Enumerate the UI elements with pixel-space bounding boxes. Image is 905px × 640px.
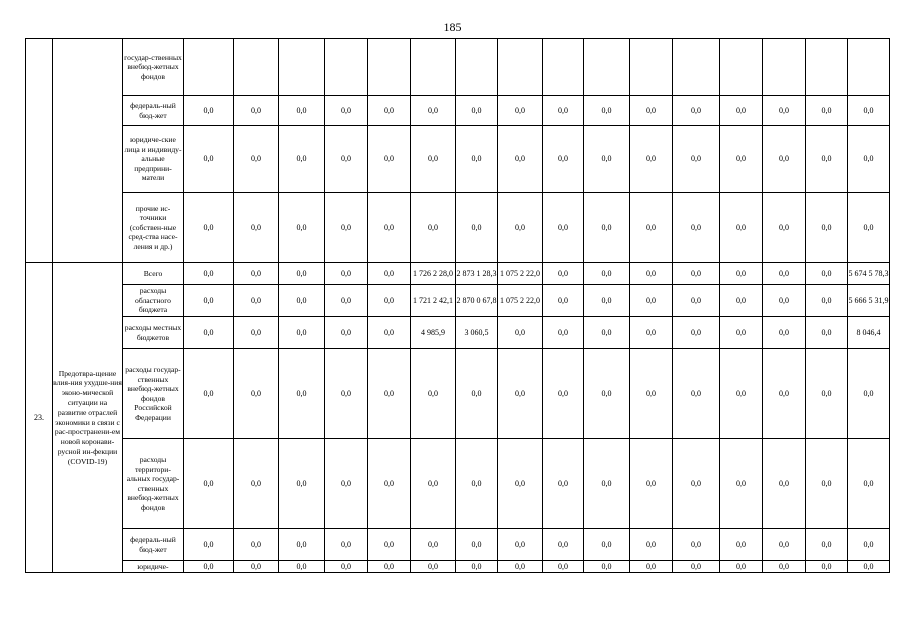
value-cell: 0,0 [279, 349, 325, 439]
value-cell: 0,0 [848, 126, 890, 193]
value-cell: 0,0 [411, 349, 456, 439]
value-cell [763, 39, 806, 96]
value-cell: 0,0 [584, 263, 630, 285]
value-cell: 0,0 [584, 349, 630, 439]
value-cell: 0,0 [630, 96, 673, 126]
value-cell [411, 39, 456, 96]
value-cell: 1 726 2 28,0 [411, 263, 456, 285]
value-cell: 0,0 [184, 439, 234, 529]
value-cell: 0,0 [411, 126, 456, 193]
value-cell: 0,0 [368, 439, 411, 529]
value-cell: 0,0 [279, 263, 325, 285]
value-cell: 0,0 [368, 96, 411, 126]
value-cell: 0,0 [279, 285, 325, 317]
value-cell: 0,0 [325, 317, 368, 349]
value-cell: 0,0 [584, 193, 630, 263]
value-cell: 0,0 [720, 126, 763, 193]
value-cell: 0,0 [673, 529, 720, 561]
measure-name: Предотвра-щение влия-ния ухудше-ния эконо-мической ситуации на развитие отраслей экономики в связи с рас-пространени-ем новой коронави-русной ин-фекции (COVID-19) [53, 263, 123, 573]
value-cell: 0,0 [456, 193, 498, 263]
funding-source: расходы территори-альных государ-ственных внебюд-жетных фондов [123, 439, 184, 529]
value-cell: 0,0 [498, 96, 543, 126]
value-cell: 0,0 [234, 529, 279, 561]
value-cell: 0,0 [673, 193, 720, 263]
value-cell: 0,0 [806, 96, 848, 126]
value-cell: 0,0 [368, 193, 411, 263]
value-cell: 0,0 [720, 317, 763, 349]
value-cell: 0,0 [673, 96, 720, 126]
value-cell: 0,0 [584, 529, 630, 561]
value-cell: 0,0 [763, 317, 806, 349]
value-cell: 0,0 [848, 529, 890, 561]
value-cell: 0,0 [184, 263, 234, 285]
value-cell: 0,0 [234, 439, 279, 529]
value-cell: 0,0 [325, 96, 368, 126]
value-cell: 0,0 [184, 349, 234, 439]
value-cell: 0,0 [543, 263, 584, 285]
value-cell: 0,0 [806, 439, 848, 529]
value-cell: 0,0 [498, 193, 543, 263]
value-cell: 0,0 [184, 529, 234, 561]
funding-source: юридиче- [123, 561, 184, 573]
value-cell [630, 39, 673, 96]
value-cell: 0,0 [234, 263, 279, 285]
value-cell: 0,0 [720, 96, 763, 126]
value-cell: 0,0 [630, 349, 673, 439]
value-cell: 0,0 [325, 126, 368, 193]
page-number: 185 [443, 20, 462, 34]
value-cell: 0,0 [763, 263, 806, 285]
value-cell: 0,0 [184, 96, 234, 126]
value-cell: 0,0 [673, 285, 720, 317]
value-cell [806, 39, 848, 96]
value-cell: 0,0 [368, 126, 411, 193]
table-row [26, 193, 890, 263]
value-cell [720, 39, 763, 96]
value-cell: 0,0 [673, 439, 720, 529]
value-cell [325, 39, 368, 96]
funding-source: федераль-ный бюд-жет [123, 96, 184, 126]
value-cell: 0,0 [584, 126, 630, 193]
value-cell: 0,0 [325, 349, 368, 439]
value-cell: 0,0 [763, 96, 806, 126]
value-cell: 0,0 [584, 285, 630, 317]
value-cell: 0,0 [498, 126, 543, 193]
value-cell: 0,0 [184, 285, 234, 317]
value-cell: 5 666 5 31,9 [848, 285, 890, 317]
value-cell [368, 39, 411, 96]
value-cell: 0,0 [411, 96, 456, 126]
value-cell: 0,0 [720, 561, 763, 573]
value-cell: 2 873 1 28,3 [456, 263, 498, 285]
value-cell: 0,0 [806, 529, 848, 561]
value-cell: 0,0 [325, 561, 368, 573]
value-cell: 4 985,9 [411, 317, 456, 349]
value-cell: 0,0 [848, 349, 890, 439]
value-cell: 0,0 [325, 193, 368, 263]
value-cell: 0,0 [368, 561, 411, 573]
value-cell: 0,0 [543, 317, 584, 349]
value-cell: 0,0 [763, 529, 806, 561]
value-cell [279, 39, 325, 96]
value-cell: 0,0 [279, 317, 325, 349]
funding-source: расходы местных бюджетов [123, 317, 184, 349]
value-cell [184, 39, 234, 96]
value-cell: 0,0 [673, 126, 720, 193]
value-cell: 0,0 [325, 263, 368, 285]
value-cell [456, 39, 498, 96]
value-cell: 0,0 [763, 285, 806, 317]
funding-source: юридиче-ские лица и индивиду-альные предприни-матели [123, 126, 184, 193]
value-cell: 0,0 [720, 529, 763, 561]
value-cell [848, 39, 890, 96]
table-row [26, 39, 890, 96]
value-cell [673, 39, 720, 96]
value-cell: 1 075 2 22,0 [498, 285, 543, 317]
value-cell: 0,0 [848, 561, 890, 573]
table-row [26, 349, 890, 439]
value-cell: 0,0 [630, 317, 673, 349]
value-cell: 0,0 [368, 529, 411, 561]
value-cell: 3 060,5 [456, 317, 498, 349]
budget-table [25, 38, 890, 573]
value-cell: 0,0 [673, 263, 720, 285]
table-row [26, 126, 890, 193]
value-cell: 0,0 [279, 529, 325, 561]
row-number [26, 39, 53, 263]
value-cell: 0,0 [806, 349, 848, 439]
value-cell: 8 046,4 [848, 317, 890, 349]
value-cell: 0,0 [543, 529, 584, 561]
value-cell: 0,0 [368, 285, 411, 317]
value-cell: 0,0 [763, 561, 806, 573]
value-cell: 0,0 [456, 529, 498, 561]
measure-name [53, 39, 123, 263]
value-cell: 0,0 [456, 439, 498, 529]
value-cell: 0,0 [720, 285, 763, 317]
value-cell: 0,0 [456, 349, 498, 439]
value-cell: 0,0 [720, 439, 763, 529]
value-cell: 0,0 [543, 561, 584, 573]
value-cell: 0,0 [184, 317, 234, 349]
value-cell: 0,0 [584, 96, 630, 126]
value-cell: 0,0 [456, 96, 498, 126]
value-cell: 0,0 [498, 349, 543, 439]
table-row [26, 439, 890, 529]
value-cell [543, 39, 584, 96]
value-cell: 0,0 [584, 317, 630, 349]
row-number: 23. [26, 263, 53, 573]
value-cell: 0,0 [234, 317, 279, 349]
value-cell: 0,0 [234, 561, 279, 573]
value-cell: 0,0 [806, 263, 848, 285]
funding-source: прочие ис-точники (собствен-ные сред-ства насе-ления и др.) [123, 193, 184, 263]
value-cell: 0,0 [234, 193, 279, 263]
value-cell [234, 39, 279, 96]
value-cell: 0,0 [720, 193, 763, 263]
value-cell: 0,0 [806, 126, 848, 193]
value-cell: 0,0 [720, 349, 763, 439]
value-cell: 0,0 [848, 96, 890, 126]
value-cell: 1 075 2 22,0 [498, 263, 543, 285]
table-row [26, 317, 890, 349]
value-cell: 0,0 [543, 193, 584, 263]
value-cell: 0,0 [279, 126, 325, 193]
value-cell: 0,0 [498, 317, 543, 349]
value-cell: 0,0 [763, 126, 806, 193]
table-row [26, 529, 890, 561]
value-cell: 0,0 [630, 439, 673, 529]
value-cell: 0,0 [498, 561, 543, 573]
value-cell: 0,0 [630, 126, 673, 193]
funding-source: Всего [123, 263, 184, 285]
funding-source: расходы государ-ственных внебюд-жетных фондов Российской Федерации [123, 349, 184, 439]
value-cell: 0,0 [279, 439, 325, 529]
value-cell: 0,0 [763, 193, 806, 263]
value-cell: 0,0 [279, 561, 325, 573]
table-row [26, 96, 890, 126]
value-cell: 0,0 [543, 96, 584, 126]
value-cell [498, 39, 543, 96]
value-cell: 0,0 [806, 193, 848, 263]
value-cell: 0,0 [630, 193, 673, 263]
value-cell: 0,0 [498, 529, 543, 561]
value-cell: 0,0 [543, 349, 584, 439]
value-cell: 0,0 [630, 561, 673, 573]
value-cell: 0,0 [184, 193, 234, 263]
value-cell: 0,0 [763, 439, 806, 529]
value-cell: 0,0 [543, 439, 584, 529]
value-cell: 0,0 [848, 193, 890, 263]
value-cell: 0,0 [456, 561, 498, 573]
value-cell: 0,0 [184, 561, 234, 573]
value-cell: 0,0 [234, 349, 279, 439]
value-cell: 0,0 [234, 96, 279, 126]
value-cell: 0,0 [584, 561, 630, 573]
value-cell: 0,0 [543, 126, 584, 193]
value-cell: 0,0 [411, 561, 456, 573]
value-cell: 0,0 [543, 285, 584, 317]
value-cell: 0,0 [720, 263, 763, 285]
value-cell: 0,0 [456, 126, 498, 193]
value-cell: 0,0 [630, 285, 673, 317]
value-cell: 0,0 [325, 439, 368, 529]
value-cell: 0,0 [234, 285, 279, 317]
value-cell: 0,0 [234, 126, 279, 193]
value-cell: 0,0 [368, 349, 411, 439]
value-cell: 0,0 [368, 263, 411, 285]
value-cell: 0,0 [325, 529, 368, 561]
value-cell: 0,0 [806, 561, 848, 573]
value-cell: 0,0 [806, 285, 848, 317]
value-cell: 0,0 [184, 126, 234, 193]
value-cell: 0,0 [411, 529, 456, 561]
value-cell: 5 674 5 78,3 [848, 263, 890, 285]
value-cell [584, 39, 630, 96]
value-cell: 0,0 [498, 439, 543, 529]
value-cell: 0,0 [279, 193, 325, 263]
table-row [26, 285, 890, 317]
value-cell: 0,0 [848, 439, 890, 529]
funding-source: расходы областного бюджета [123, 285, 184, 317]
value-cell: 0,0 [411, 439, 456, 529]
value-cell: 0,0 [630, 263, 673, 285]
value-cell: 0,0 [673, 349, 720, 439]
value-cell: 0,0 [411, 193, 456, 263]
value-cell: 2 870 0 67,8 [456, 285, 498, 317]
value-cell: 0,0 [806, 317, 848, 349]
value-cell: 0,0 [673, 317, 720, 349]
table-row [26, 263, 890, 285]
value-cell: 0,0 [763, 349, 806, 439]
funding-source: федераль-ный бюд-жет [123, 529, 184, 561]
value-cell: 0,0 [325, 285, 368, 317]
value-cell: 0,0 [279, 96, 325, 126]
value-cell: 0,0 [584, 439, 630, 529]
value-cell: 0,0 [673, 561, 720, 573]
table-row [26, 561, 890, 573]
funding-source: государ-ственных внебюд-жетных фондов [123, 39, 184, 96]
value-cell: 0,0 [368, 317, 411, 349]
value-cell: 1 721 2 42,1 [411, 285, 456, 317]
value-cell: 0,0 [630, 529, 673, 561]
